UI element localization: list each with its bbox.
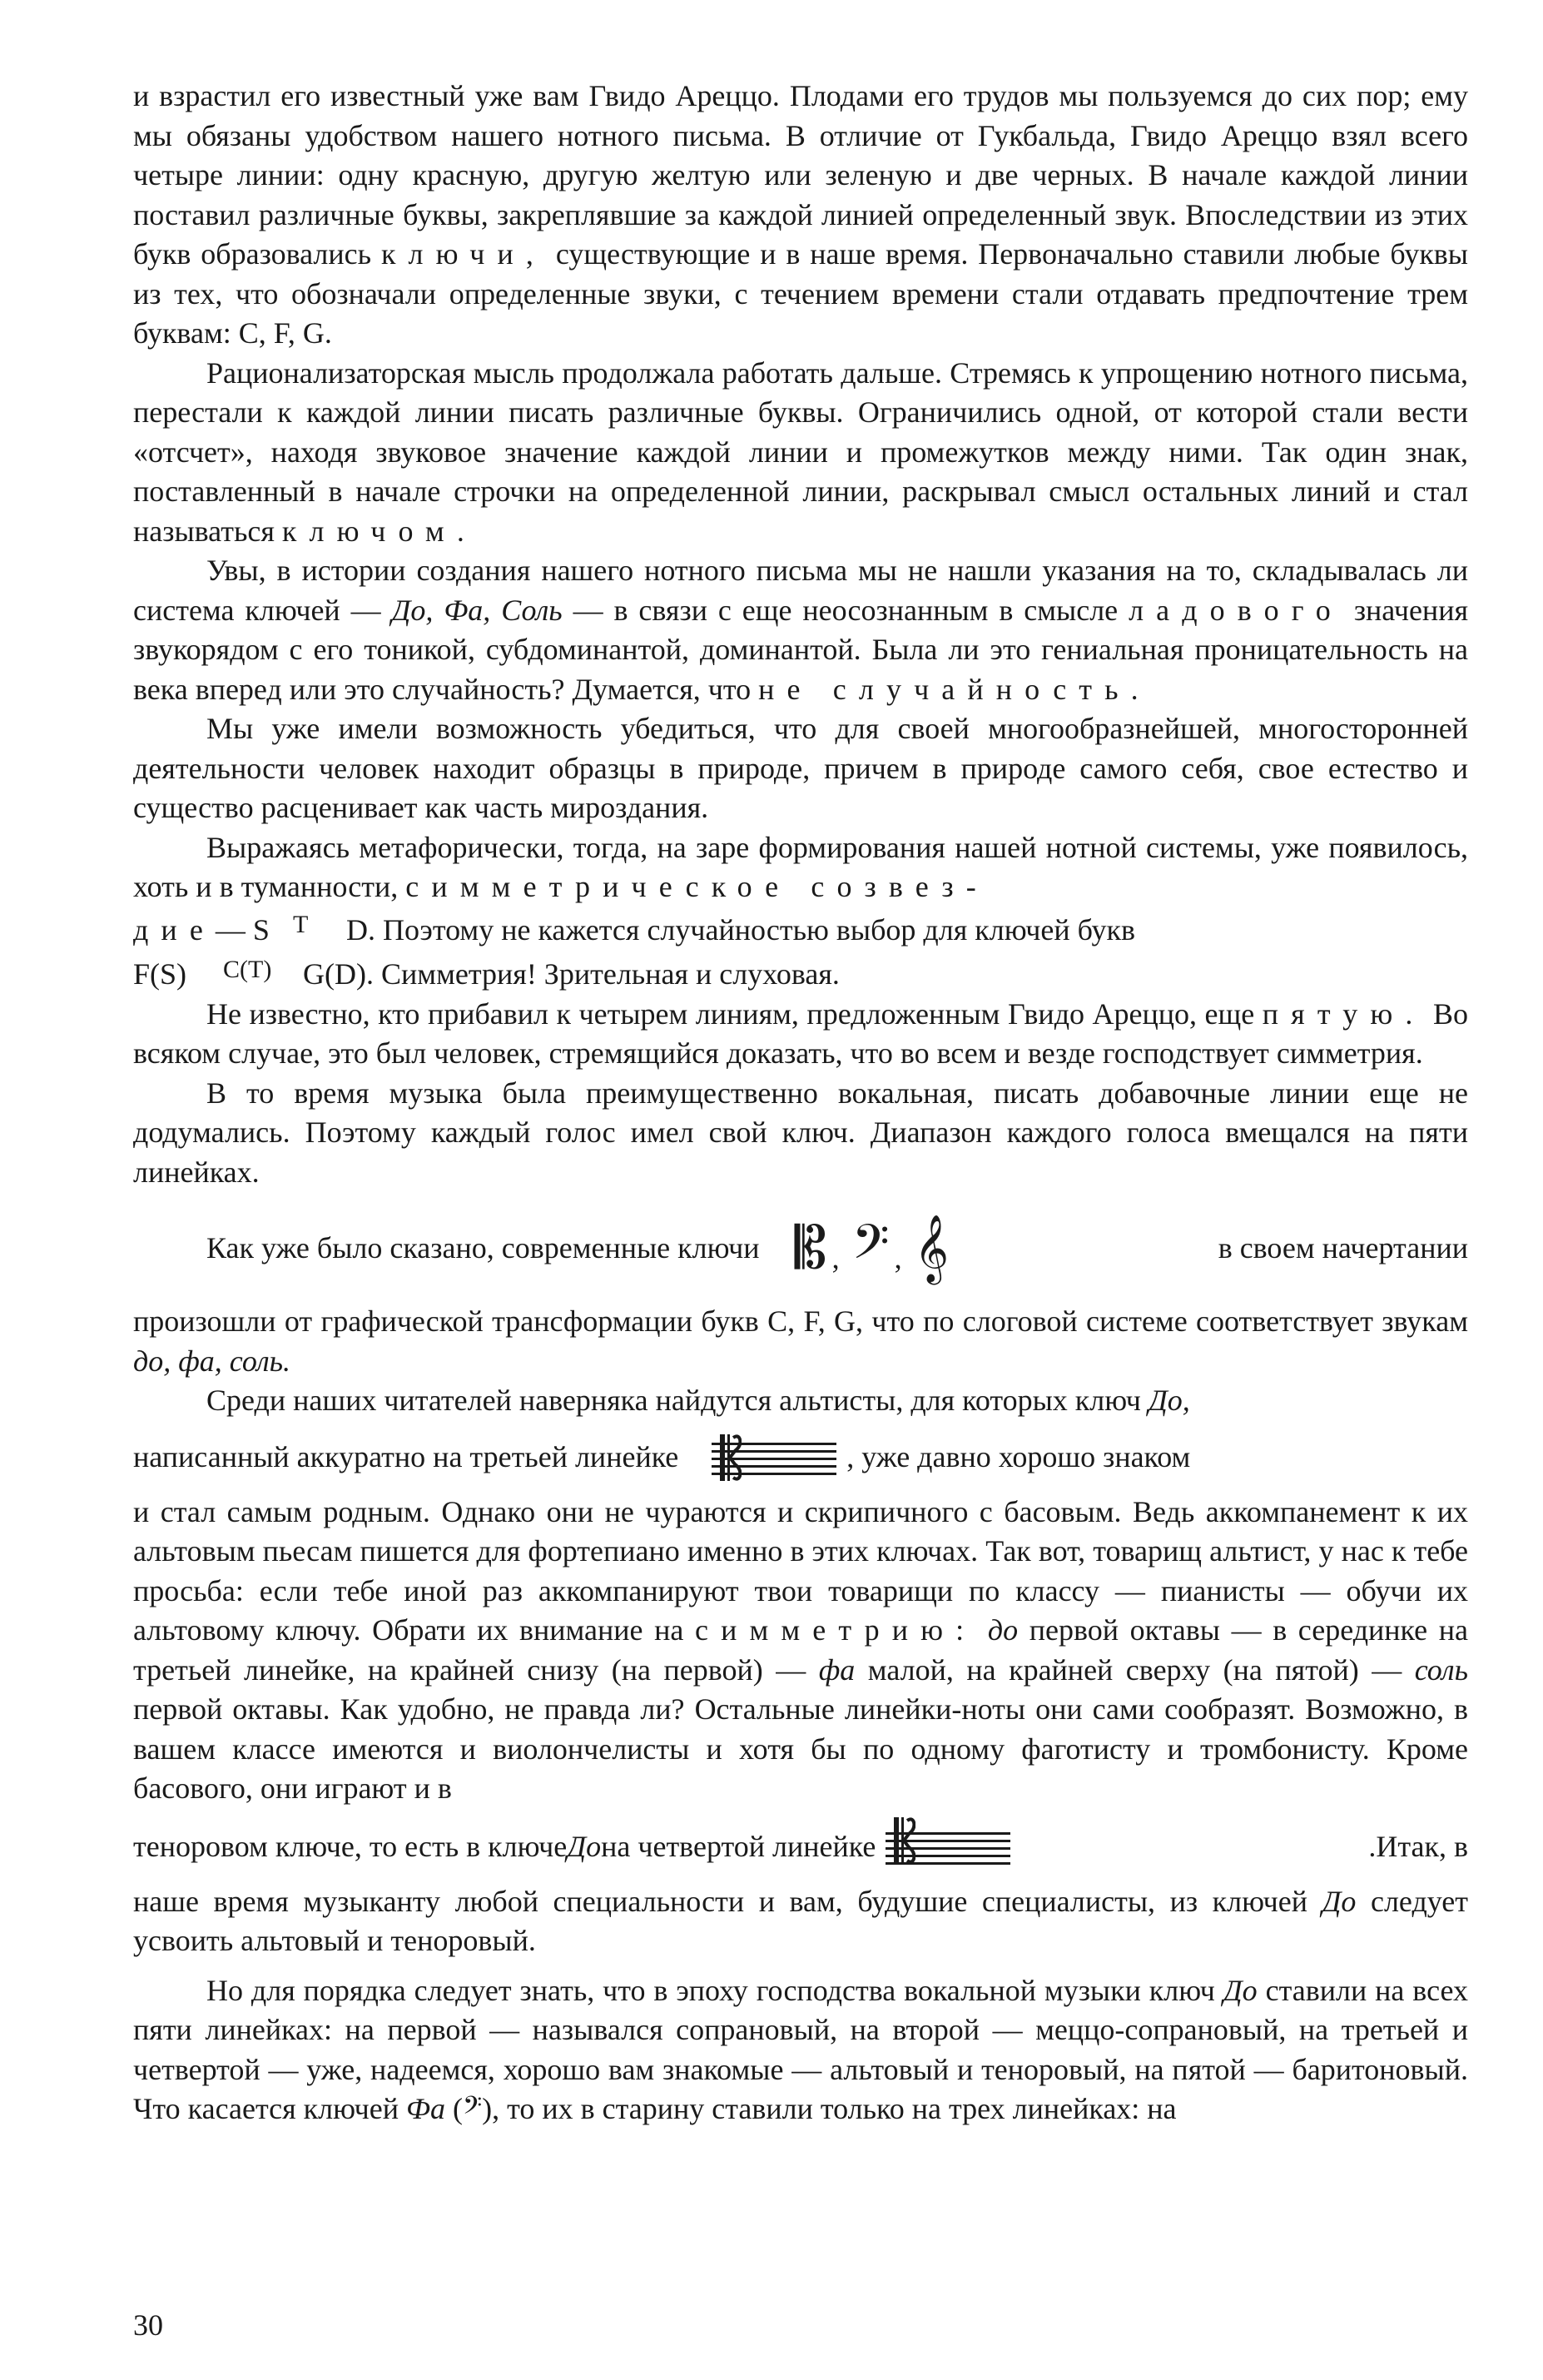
alto-clef-line: написанный аккуратно на третьей линейке , уже давно хорошо знаком: [133, 1433, 1468, 1483]
paragraph-5: Выражаясь метафорически, тогда, на заре формирования нашей нотной системы, уже появилось, хоть и в туманности, симметрическое созвез-: [133, 830, 1468, 903]
paragraph-1: и взрастил его известный уже вам Гвидо Ареццо. Плодами его трудов мы пользуемся до сих пор; ему мы обязаны удобством нашего нотного письма. В отличие от Гукбальда, Гвидо Ареццо взял всего четыре линии: одну красную, другую желтую или зеленую и две черных. В начале каждой линии поставил различные буквы, закреплявшие за каждой линией определенный звук. Впоследствии из этих букв образовались ключи, существующие и в наше время. Первоначально ставили любые буквы из тех, что обозначали определенные звуки, с течением времени стали отдавать предпочтение трем буквам: С, F, G.: [133, 79, 1468, 350]
g-clef-icon: 𝄞: [914, 1214, 949, 1283]
paragraph-9-end: наше время музыканту любой специальности и вам, будушие специалисты, из ключей До следует усвоить альтовый и теноровый.: [133, 1884, 1468, 1957]
paragraph-4: Мы уже имели возможность убедиться, что для своей многообразнейшей, многосторонней деятельности человек находит образцы в природе, причем в природе самого себя, свое естество и существо расценивает как часть мироздания.: [133, 712, 1468, 824]
paragraph-7: В то время музыка была преимущественно вокальная, писать добавочные линии еще не додумались. Поэтому каждый голос имел свой ключ. Диапазон каждого голоса вмещался на пяти линейках.: [133, 1076, 1468, 1189]
tenor-clef-staff-icon: [886, 1831, 1010, 1864]
paragraph-10: Но для порядка следует знать, что в эпоху господства вокальной музыки ключ До ставили на всех пяти линейках: на первой — назывался сопрановый, на второй — меццо-сопрановый, на третьей и четвертой — уже, надеемся, хорошо вам знакомые — альтовый и теноровый, на пятой — баритоновый. Что касается ключей Фа (𝄢), то их в старину ставили только на трех линейках: на: [133, 1973, 1468, 2125]
page-number: 30: [133, 2308, 163, 2342]
paragraph-9-body: и стал самым родным. Однако они не чураются и скрипичного с басовым. Ведь аккомпанемент к их альтовым пьесам пишется для фортепиано именно в этих ключах. Так вот, товарищ альтист, у нас к тебе просьба: если тебе иной раз аккомпанируют твои товарищи по классу — пианисты — обучи их альтовому ключу. Обрати их внимание на симметрию: до первой октавы — в серединке на третьей линейке, на крайней снизу (на первой) — фа малой, на крайней сверху (на пятой) — соль первой октавы. Как удобно, не правда ли? Остальные линейки-ноты они сами сообразят. Возможно, в вашем классе имеются и виолончелисты и хотя бы по одному фаготисту и тромбонисту. Кроме басового, они играют и в: [133, 1494, 1468, 1805]
clefs-line: Как уже было сказано, современные ключи 𝄡 , 𝄢 , 𝄞 в своем начертании: [206, 1214, 1468, 1283]
c-clef-icon: 𝄡: [794, 1214, 827, 1283]
paragraph-3: Увы, в истории создания нашего нотного письма мы не нашли указания на то, складывалась ли система ключей — До, Фа, Соль — в связи с еще неосознанным в смысле ладового значения звукорядом с его тоникой, субдоминантой, доминантой. Была ли это гениальная проницательность на века вперед или это случайность? Думается, что не случайность.: [133, 554, 1469, 706]
f-clef-icon: 𝄢: [851, 1214, 890, 1283]
paragraph-2: Рационализаторская мысль продолжала работать дальше. Стремясь к упрощению нотного письма, перестали к каждой линии писать различные буквы. Ограничились одной, от которой стали вести «отсчет», находя звуковое значение каждой линии и промежутков между ними. Так один знак, поставленный в начале строчки на определенной линии, раскрывал смысл остальных линий и стал называться ключом.: [133, 355, 1468, 548]
symmetry-line-1: дие — S T D. Поэтому не кажется случайностью выбор для ключей букв: [133, 911, 1136, 947]
page-body: [133, 77, 1468, 2129]
alto-clef-staff-icon: [712, 1441, 836, 1474]
paragraph-6: Не известно, кто прибавил к четырем линиям, предложенным Гвидо Ареццо, еще пятую. Во всяком случае, это был человек, стремящийся доказать, что во всем и везде господствует симметрия.: [133, 996, 1469, 1070]
paragraph-9-start: Среди наших читателей наверняка найдутся альтисты, для которых ключ До,: [206, 1384, 1190, 1417]
symmetry-line-2: F(S) C(T) G(D). Симметрия! Зрительная и слуховая.: [133, 955, 840, 991]
tenor-clef-line: теноровом ключе, то есть в ключе До на четвертой линейке .Итак, в: [133, 1822, 1468, 1872]
paragraph-8: произошли от графической трансформации букв С, F, G, что по слоговой системе соответствует звукам до, фа, соль.: [133, 1304, 1468, 1378]
